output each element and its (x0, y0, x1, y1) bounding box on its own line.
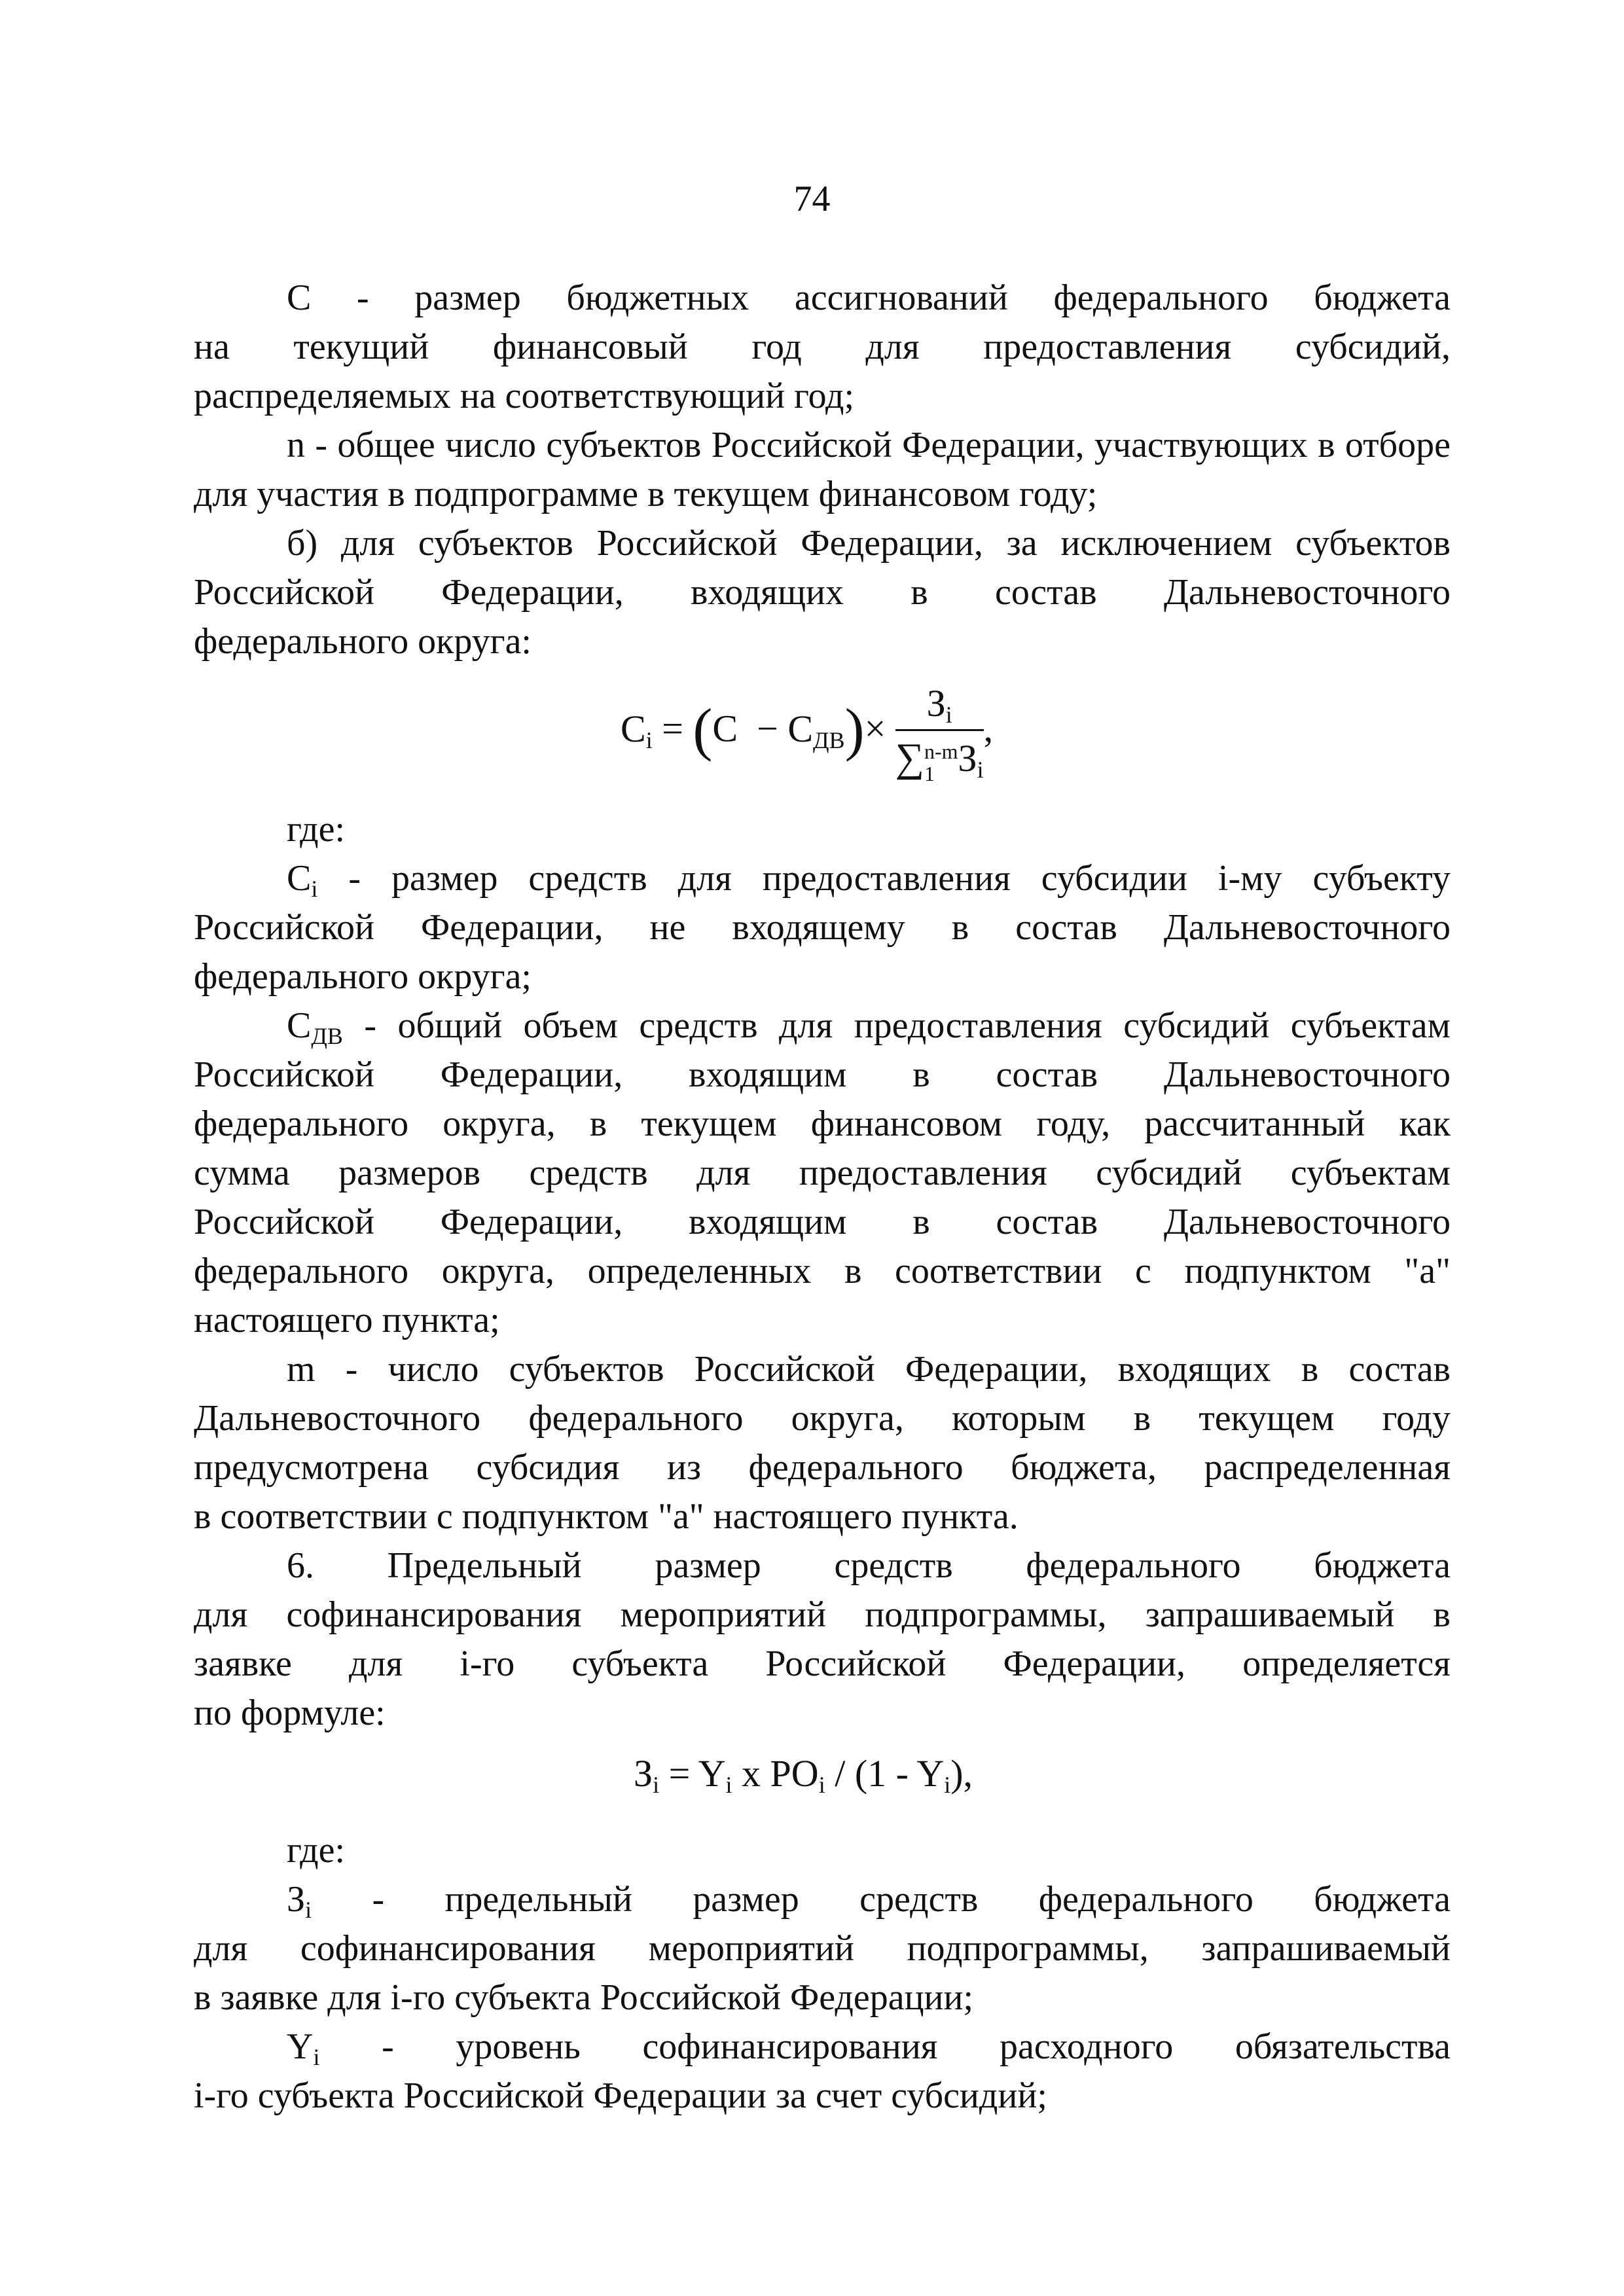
text-block-definitions-3 (194, 1826, 1451, 2121)
text-line: Российской Федерации, входящих в состав Дальневосточного (194, 572, 1451, 613)
paragraph-c-definition (194, 274, 1451, 421)
page-number: 74 (793, 179, 831, 219)
formula-equals: = (662, 707, 683, 750)
paragraph-n-definition: n - общее число субъектов Российской Федерации, участвующих в отборе для участия в подпрограмме в текущем финансовом году; (194, 425, 1451, 514)
text-block-definitions-1 (194, 274, 1451, 666)
text-line: федерального округа; (194, 956, 532, 997)
text-line: С - размер бюджетных ассигнований федерального бюджета (287, 278, 1451, 318)
text-line: $C_i$ - размер средств для предоставления субсидии i-му субъекту (287, 858, 1451, 902)
text-line: m - число субъектов Российской Федерации, входящих в состав (287, 1349, 1451, 1390)
text-line: для софинансирования мероприятий подпрограммы, запрашиваемый (194, 1928, 1451, 1969)
paragraph-yi-definition (194, 2022, 1451, 2121)
text-line: сумма размеров средств для предоставления субсидий субъектам (194, 1153, 1451, 1193)
fraction-numerator: $З_i$ (895, 681, 984, 731)
text-line: Российской Федерации, входящим в состав Дальневосточного (194, 1054, 1451, 1095)
paragraph-zi-definition (194, 1875, 1451, 2022)
text-line: предусмотрена субсидия из федерального бюджета, распределенная (194, 1447, 1451, 1488)
text-line: в соответствии с подпунктом "а" настоящего пункта. (194, 1496, 1019, 1537)
formula-c: C (712, 707, 738, 750)
paragraph-cdv-definition (194, 1001, 1451, 1345)
formula-times: × (864, 707, 886, 750)
paragraph-m-definition (194, 1345, 1451, 1541)
text-block-definitions-2 (194, 805, 1451, 1738)
text-line: для софинансирования мероприятий подпрограммы, запрашиваемый в (194, 1594, 1451, 1635)
text-line: по формуле: (194, 1693, 386, 1733)
text-line: федерального округа, в текущем финансовом году, рассчитанный как (194, 1103, 1451, 1144)
where-label: где: (287, 809, 346, 850)
text-line: $Y_i$ - уровень софинансирования расходного обязательства (287, 2026, 1451, 2070)
text-line: на текущий финансовый год для предоставления субсидий, (194, 327, 1451, 367)
text-line: федерального округа: (194, 621, 532, 662)
text-line: i-го субъекта Российской Федерации за счет субсидий; (194, 2075, 1047, 2116)
text-line: Дальневосточного федерального округа, которым в текущем году (194, 1398, 1451, 1439)
text-line: Российской Федерации, входящим в состав Дальневосточного (194, 1202, 1451, 1242)
text-line: б) для субъектов Российской Федерации, за исключением субъектов (287, 523, 1451, 564)
text-line: федерального округа, определенных в соответствии с подпунктом "а" (194, 1251, 1451, 1291)
text-line: в заявке для i-го субъекта Российской Федерации; (194, 1977, 974, 2018)
text-line: $C_{ДВ}$ - общий объем средств для предоставления субсидий субъектам (287, 1005, 1451, 1049)
paragraph-6 (194, 1541, 1451, 1738)
formula-paren-close: ) (844, 697, 865, 762)
formula-minus: − (757, 707, 778, 750)
where-label: где: (287, 1830, 346, 1871)
formula-cdv: $C_{ДВ}$ (787, 707, 845, 753)
text-line: заявке для i-го субъекта Российской Федерации, определяется (194, 1643, 1451, 1684)
formula-zi: $З_i = Y_i$ x $PO_i / (1 - Y_i)$, (634, 1752, 973, 1798)
fraction-denominator: ∑ n-m 1 $З_i$ (895, 736, 984, 785)
text-line: настоящего пункта; (194, 1300, 500, 1340)
formula-ci (621, 681, 993, 785)
formula-fraction (895, 681, 984, 785)
text-line: Российской Федерации, не входящему в состав Дальневосточного (194, 907, 1451, 948)
text-line: $З_i$ - предельный размер средств федерального бюджета (287, 1879, 1451, 1923)
formula-paren-open: ( (693, 697, 713, 762)
formula-comma: , (983, 707, 994, 750)
paragraph-b (194, 519, 1451, 666)
paragraph-ci-definition (194, 854, 1451, 1001)
text-line: распределяемых на соответствующий год; (194, 376, 855, 416)
text-line: 6. Предельный размер средств федерального бюджета (287, 1545, 1451, 1586)
formula-lhs: $C_i$ (621, 707, 653, 753)
